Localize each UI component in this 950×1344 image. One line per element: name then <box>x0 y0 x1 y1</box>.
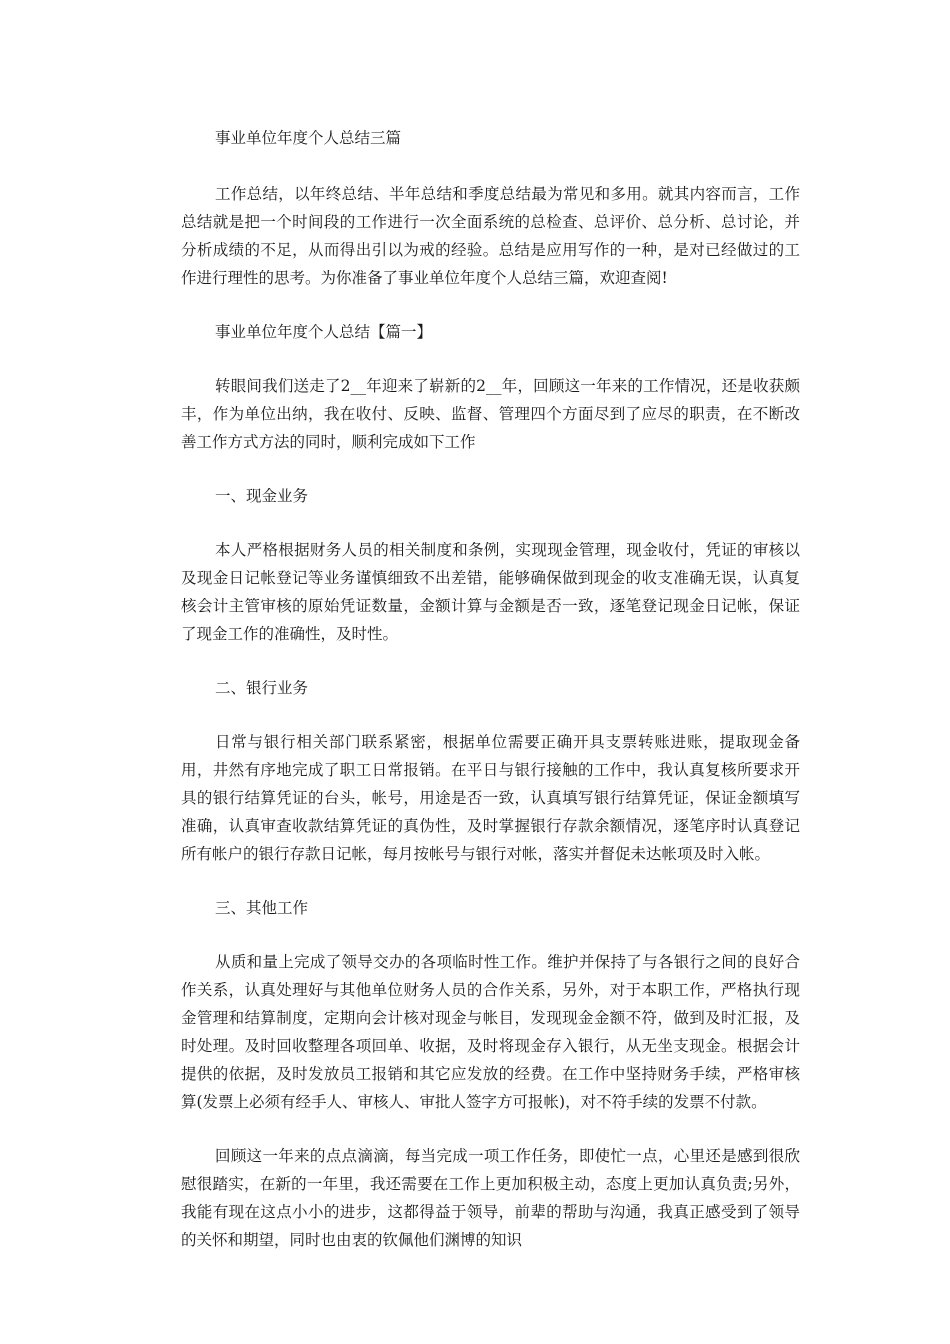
section-title-text: 事业单位年度个人总结【篇一】 <box>215 323 433 341</box>
document-title-text: 事业单位年度个人总结三篇 <box>215 129 402 147</box>
cash-paragraph-text: 本人严格根据财务人员的相关制度和条例，实现现金管理，现金收付，凭证的审核以及现金日记帐登记等业务谨慎细致不出差错，能够确保做到现金的收支准确无误，认真复核会计主管审核的原始凭证数量，金额计算与金额是否一致，逐笔登记现金日记帐，保证了现金工作的准确性，及时性。 <box>181 541 800 643</box>
cash-heading <box>181 482 800 510</box>
bank-heading-text: 二、银行业务 <box>215 679 309 697</box>
bank-heading <box>181 674 800 702</box>
other-paragraph <box>181 948 800 1116</box>
section-title <box>181 318 800 346</box>
document-title <box>181 124 800 152</box>
opening-paragraph <box>181 372 800 456</box>
cash-heading-text: 一、现金业务 <box>215 487 309 505</box>
bank-paragraph-text: 日常与银行相关部门联系紧密，根据单位需要正确开具支票转账进账，提取现金备用，井然有序地完成了职工日常报销。在平日与银行接触的工作中，我认真复核所要求开具的银行结算凭证的台头，帐号，用途是否一致，认真填写银行结算凭证，保证金额填写准确，认真审查收款结算凭证的真伪性，及时掌握银行存款余额情况，逐笔序时认真登记所有帐户的银行存款日记帐，每月按帐号与银行对帐，落实并督促未达帐项及时入帐。 <box>181 733 800 863</box>
other-heading-text: 三、其他工作 <box>215 899 309 917</box>
bank-paragraph <box>181 728 800 868</box>
review-paragraph <box>181 1142 800 1254</box>
review-paragraph-text: 回顾这一年来的点点滴滴，每当完成一项工作任务，即使忙一点，心里还是感到很欣慰很踏实，在新的一年里，我还需要在工作上更加积极主动，态度上更加认真负责;另外，我能有现在这点小小的进步，这都得益于领导，前辈的帮助与沟通，我真正感受到了领导的关怀和期望，同时也由衷的钦佩他们渊博的知识 <box>181 1147 800 1249</box>
other-paragraph-text: 从质和量上完成了领导交办的各项临时性工作。维护并保持了与各银行之间的良好合作关系，认真处理好与其他单位财务人员的合作关系，另外，对于本职工作，严格执行现金管理和结算制度，定期向会计核对现金与帐目，发现现金金额不符，做到及时汇报，及时处理。及时回收整理各项回单、收据，及时将现金存入银行，从无坐支现金。根据会计提供的依据，及时发放员工报销和其它应发放的经费。在工作中坚持财务手续，严格审核算(发票上必须有经手人、审核人、审批人签字方可报帐)，对不符手续的发票不付款。 <box>181 953 800 1111</box>
cash-paragraph <box>181 536 800 648</box>
intro-text: 工作总结，以年终总结、半年总结和季度总结最为常见和多用。就其内容而言，工作总结就是把一个时间段的工作进行一次全面系统的总检查、总评价、总分析、总讨论，并分析成绩的不足，从而得出引以为戒的经验。总结是应用写作的一种，是对已经做过的工作进行理性的思考。为你准备了事业单位年度个人总结三篇，欢迎查阅! <box>181 185 800 287</box>
opening-text: 转眼间我们送走了2__年迎来了崭新的2__年，回顾这一年来的工作情况，还是收获颇丰，作为单位出纳，我在收付、反映、监督、管理四个方面尽到了应尽的职责，在不断改善工作方式方法的同时，顺利完成如下工作 <box>181 377 800 451</box>
other-heading <box>181 894 800 922</box>
intro-paragraph <box>181 180 800 292</box>
